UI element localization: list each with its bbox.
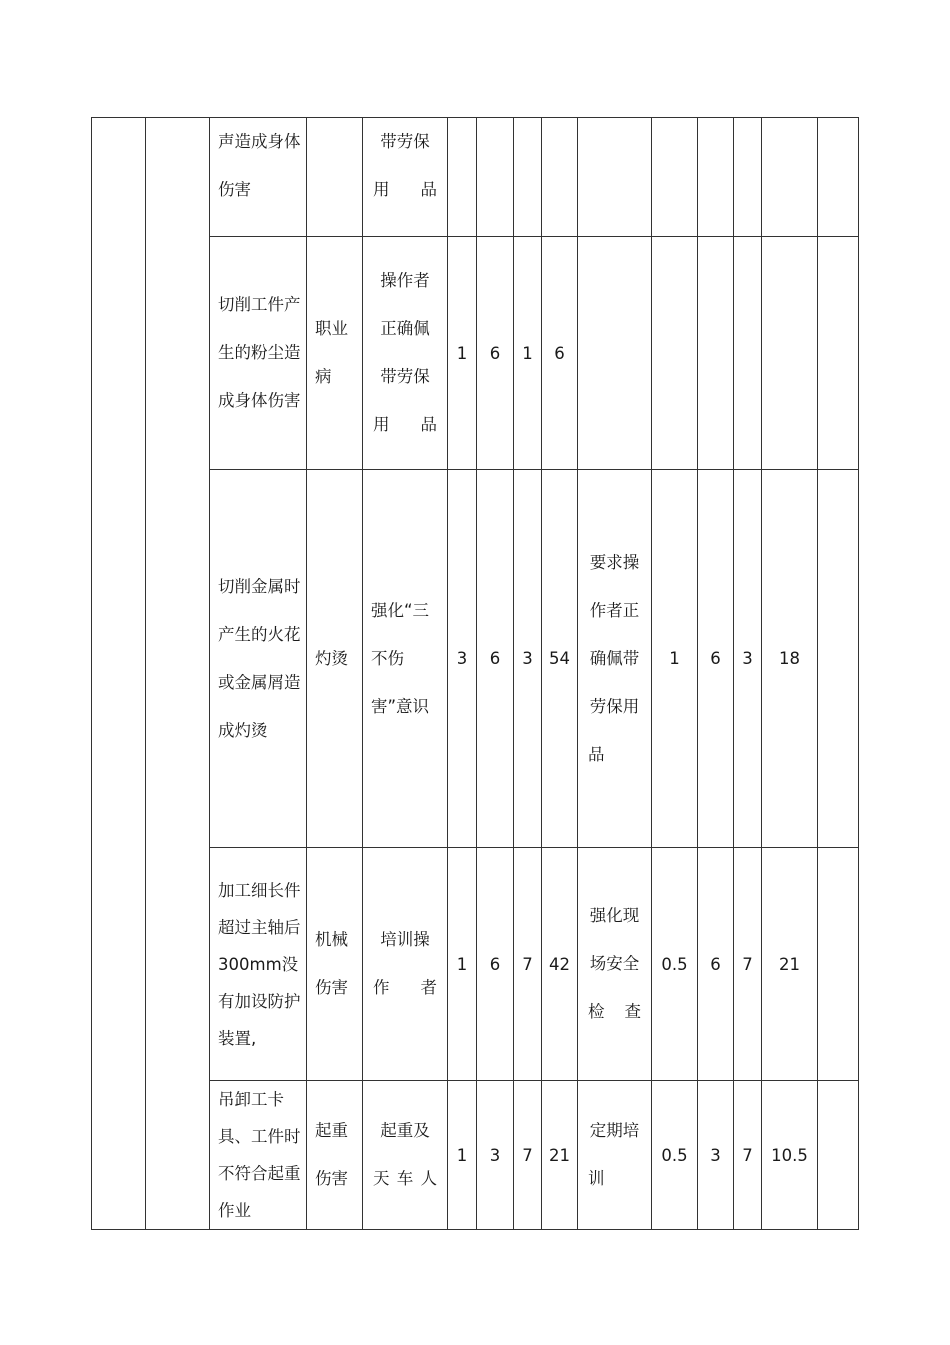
residual-risk-score-cell: 18 (762, 470, 818, 848)
risk-score-cell: 6 (542, 237, 578, 470)
hazard-cell: 声造成身体伤害 (210, 118, 307, 237)
residual-exposure-cell (698, 237, 734, 470)
likelihood-cell: 3 (448, 470, 477, 848)
exposure-cell (477, 118, 514, 237)
additional-measure-cell (578, 118, 652, 237)
category-cell (92, 118, 146, 1230)
additional-measure-cell: 要求操作者正确佩带劳保用品 (578, 470, 652, 848)
residual-consequence-cell: 3 (734, 470, 762, 848)
hazard-cell: 切削工件产生的粉尘造成身体伤害 (210, 237, 307, 470)
residual-risk-score-cell: 21 (762, 848, 818, 1081)
residual-risk-score-cell (762, 118, 818, 237)
consequence-score-cell: 7 (514, 848, 542, 1081)
residual-likelihood-cell: 0.5 (652, 848, 698, 1081)
exposure-cell: 6 (477, 848, 514, 1081)
control-measure-cell: 操作者正确佩带劳保用品 (363, 237, 448, 470)
residual-exposure-cell: 6 (698, 848, 734, 1081)
control-measure-cell: 带劳保用品 (363, 118, 448, 237)
residual-risk-score-cell (762, 237, 818, 470)
additional-measure-cell: 强化现场安全检查 (578, 848, 652, 1081)
consequence-cell: 职业病 (307, 237, 363, 470)
hazard-cell: 吊卸工卡具、工件时不符合起重作业 (210, 1081, 307, 1230)
residual-likelihood-cell (652, 118, 698, 237)
residual-consequence-cell (734, 118, 762, 237)
consequence-score-cell: 1 (514, 237, 542, 470)
residual-exposure-cell: 6 (698, 470, 734, 848)
control-measure-cell: 培训操作者 (363, 848, 448, 1081)
note-cell (818, 470, 859, 848)
activity-cell (146, 118, 210, 1230)
consequence-cell: 灼烫 (307, 470, 363, 848)
likelihood-cell: 1 (448, 237, 477, 470)
consequence-score-cell: 7 (514, 1081, 542, 1230)
control-measure-cell: 强化“三不伤害”意识 (363, 470, 448, 848)
table-row (92, 118, 859, 237)
consequence-score-cell: 3 (514, 470, 542, 848)
hazard-cell: 切削金属时产生的火花或金属屑造成灼烫 (210, 470, 307, 848)
note-cell (818, 1081, 859, 1230)
residual-exposure-cell: 3 (698, 1081, 734, 1230)
residual-likelihood-cell: 1 (652, 470, 698, 848)
note-cell (818, 237, 859, 470)
residual-likelihood-cell (652, 237, 698, 470)
exposure-cell: 6 (477, 470, 514, 848)
residual-consequence-cell: 7 (734, 848, 762, 1081)
residual-consequence-cell (734, 237, 762, 470)
likelihood-cell (448, 118, 477, 237)
risk-score-cell (542, 118, 578, 237)
exposure-cell: 3 (477, 1081, 514, 1230)
likelihood-cell: 1 (448, 848, 477, 1081)
consequence-cell: 机械伤害 (307, 848, 363, 1081)
additional-measure-cell: 定期培训 (578, 1081, 652, 1230)
note-cell (818, 848, 859, 1081)
likelihood-cell: 1 (448, 1081, 477, 1230)
consequence-cell (307, 118, 363, 237)
consequence-cell: 起重伤害 (307, 1081, 363, 1230)
residual-likelihood-cell: 0.5 (652, 1081, 698, 1230)
exposure-cell: 6 (477, 237, 514, 470)
note-cell (818, 118, 859, 237)
hazard-cell: 加工细长件超过主轴后 300mm没有加设防护装置, (210, 848, 307, 1081)
residual-consequence-cell: 7 (734, 1081, 762, 1230)
risk-score-cell: 21 (542, 1081, 578, 1230)
control-measure-cell: 起重及天车人 (363, 1081, 448, 1230)
residual-risk-score-cell: 10.5 (762, 1081, 818, 1230)
residual-exposure-cell (698, 118, 734, 237)
consequence-score-cell (514, 118, 542, 237)
risk-score-cell: 54 (542, 470, 578, 848)
additional-measure-cell (578, 237, 652, 470)
risk-score-cell: 42 (542, 848, 578, 1081)
risk-assessment-table (91, 117, 859, 1230)
